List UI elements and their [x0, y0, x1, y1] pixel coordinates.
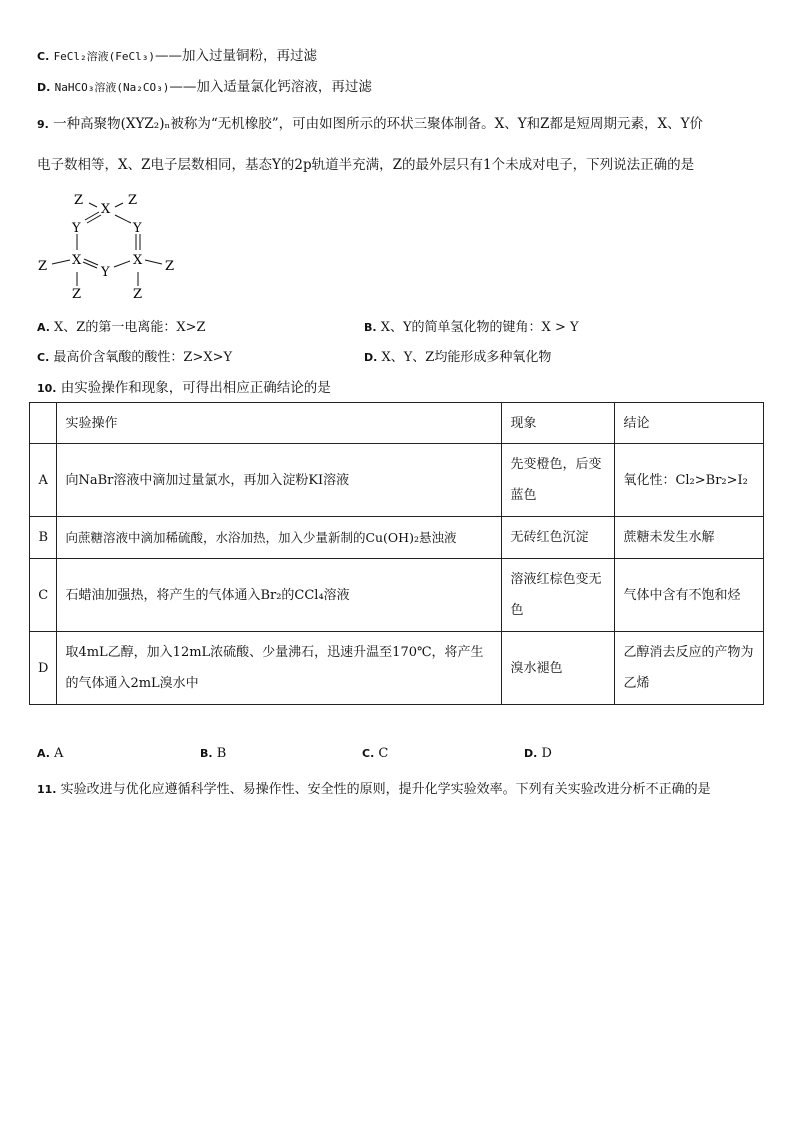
question-number: 10.: [37, 382, 57, 395]
row-phenomenon: 溶液红棕色变无色: [502, 559, 615, 632]
row-key: A: [30, 444, 57, 517]
option-d-line: [37, 75, 372, 95]
row-operation: 向NaBr溶液中滴加过量氯水，再加入淀粉KI溶液: [57, 444, 502, 517]
q11-text: 实验改进与优化应遵循科学性、易操作性、安全性的原则，提升化学实验效率。下列有关实验改进分析不正确的是: [60, 782, 711, 797]
option-label: C.: [37, 351, 50, 364]
q9-stem-line2: [37, 153, 694, 173]
option-formula: NaHCO₃溶液(Na₂CO₃): [54, 81, 170, 94]
table-row: [30, 444, 764, 517]
atom-z: Z: [72, 287, 82, 302]
atom-z: Z: [74, 193, 84, 208]
atom-z: Z: [165, 259, 175, 274]
table-header-row: [30, 403, 764, 444]
row-conclusion: 蔗糖未发生水解: [615, 517, 764, 559]
atom-y: Y: [133, 221, 142, 236]
option-text: B: [216, 746, 227, 761]
row-operation: 石蜡油加强热，将产生的气体通入Br₂的CCl₄溶液: [57, 559, 502, 632]
option-label: A.: [37, 321, 50, 334]
table-row: [30, 632, 764, 705]
option-label: C.: [362, 747, 375, 760]
table-header-cell: 现象: [502, 403, 615, 444]
atom-x: X: [101, 202, 111, 217]
q9-option-b[interactable]: [364, 316, 579, 335]
q10-option-b[interactable]: [200, 746, 226, 761]
row-conclusion: 气体中含有不饱和烃: [615, 559, 764, 632]
q9-option-c[interactable]: [37, 346, 232, 365]
row-conclusion: 乙醇消去反应的产物为乙烯: [615, 632, 764, 705]
option-text: X、Y、Z均能形成多种氧化物: [381, 350, 552, 365]
q9-option-d[interactable]: [364, 346, 551, 365]
option-text: X、Z的第一电离能：X>Z: [54, 320, 206, 335]
q9-stem-line1: [37, 112, 703, 132]
option-text: ——加入适量氯化钙溶液，再过滤: [169, 79, 372, 95]
table-row: [30, 517, 764, 559]
row-key: B: [30, 517, 57, 559]
option-label: B.: [364, 321, 377, 334]
cyclic-trimer-diagram: [35, 188, 185, 303]
q10-option-c[interactable]: [362, 746, 388, 761]
option-label: A.: [37, 747, 50, 760]
row-phenomenon: 溴水褪色: [502, 632, 615, 705]
option-label: D.: [364, 351, 378, 364]
q10-option-a[interactable]: [37, 746, 63, 761]
question-number: 11.: [37, 783, 57, 796]
option-text: 最高价含氧酸的酸性：Z>X>Y: [53, 350, 233, 365]
table-header-cell: [30, 403, 57, 444]
option-label: D.: [524, 747, 538, 760]
q11-stem: [37, 778, 711, 797]
option-text: C: [378, 746, 389, 761]
atom-z: Z: [38, 259, 48, 274]
table-row: [30, 559, 764, 632]
atom-x: X: [133, 253, 143, 268]
option-label: B.: [200, 747, 213, 760]
q9-option-a[interactable]: [37, 316, 206, 335]
atom-z: Z: [133, 287, 143, 302]
atom-z: Z: [128, 193, 138, 208]
row-key: D: [30, 632, 57, 705]
option-label: C.: [37, 50, 50, 63]
row-key: C: [30, 559, 57, 632]
table-header-cell: 结论: [615, 403, 764, 444]
row-operation: 向蔗糖溶液中滴加稀硫酸，水浴加热，加入少量新制的Cu(OH)₂悬浊液: [57, 517, 502, 559]
table-header-cell: 实验操作: [57, 403, 502, 444]
option-text: ——加入过量铜粉，再过滤: [155, 48, 318, 64]
option-text: D: [541, 746, 552, 761]
question-number: 9.: [37, 118, 49, 131]
q10-option-d[interactable]: [524, 746, 552, 761]
q9-text-line2: 电子数相等，X、Z电子层数相同，基态Y的2p轨道半充满，Z的最外层只有1个未成对电子，下列说法正确的是: [37, 157, 695, 173]
option-label: D.: [37, 81, 51, 94]
atom-x: X: [72, 253, 82, 268]
experiment-table: [29, 402, 764, 705]
option-formula: FeCl₂溶液(FeCl₃): [53, 50, 156, 63]
atom-y: Y: [101, 265, 110, 280]
option-c-line: [37, 44, 317, 64]
q10-text: 由实验操作和现象，可得出相应正确结论的是: [60, 380, 331, 396]
q9-text-line1: 一种高聚物(XYZ₂)ₙ被称为“无机橡胶”，可由如图所示的环状三聚体制备。X、Y和Z都是短周期元素，X、Y价: [53, 116, 704, 132]
row-operation: 取4mL乙醇，加入12mL浓硫酸、少量沸石，迅速升温至170℃，将产生的气体通入2mL溴水中: [57, 632, 502, 705]
row-phenomenon: 先变橙色，后变蓝色: [502, 444, 615, 517]
row-phenomenon: 无砖红色沉淀: [502, 517, 615, 559]
option-text: X、Y的简单氢化物的键角：X > Y: [380, 320, 579, 335]
option-text: A: [54, 746, 64, 761]
row-conclusion: 氧化性：Cl₂>Br₂>I₂: [615, 444, 764, 517]
q10-stem: [37, 376, 331, 396]
atom-y: Y: [72, 221, 81, 236]
